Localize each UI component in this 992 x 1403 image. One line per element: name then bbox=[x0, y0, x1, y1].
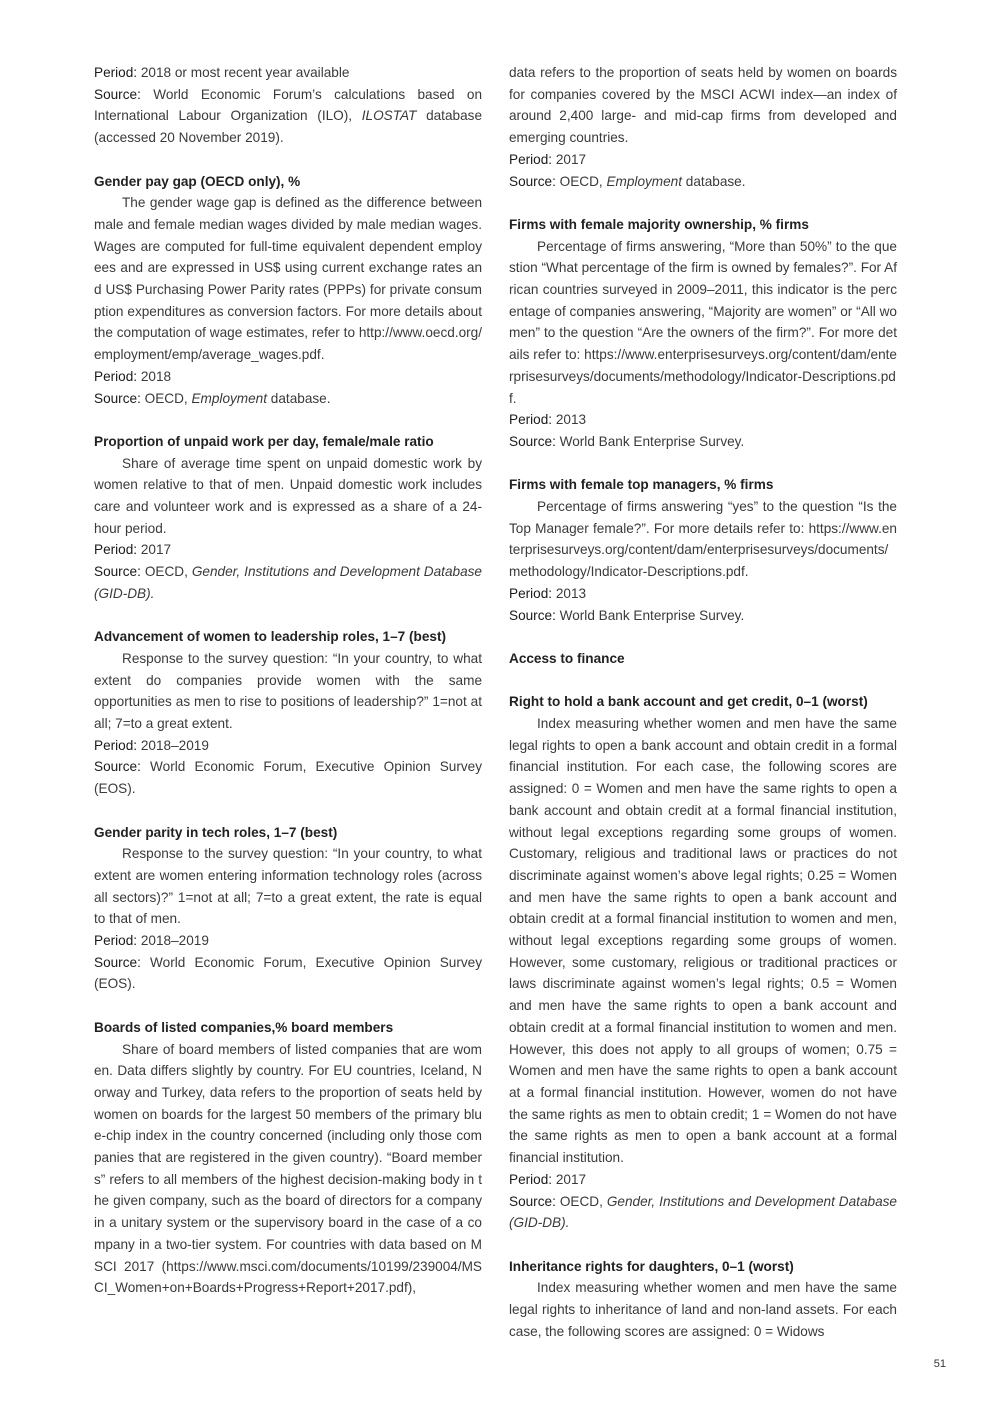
source-line: Source: World Bank Enterprise Survey. bbox=[509, 607, 745, 623]
indicator-title: Gender pay gap (OECD only), % bbox=[94, 173, 301, 189]
indicator-description: Index measuring whether women and men have the same legal rights to open a bank account and obtain credit in a formal financial institution. For each case, the following scores are assigned: 0 = Women and men have the same rights to open a bank account and obtain credit at a formal financial institution, without legal exceptions regarding some groups of women. Customary, religious and traditional laws or practices do not discriminate against women’s above legal rights; 0.25 = Women and men have the same rights to open a bank account and obtain credit at a formal financial institution to women and men, without legal exceptions regarding some groups of women. However, some customary, religious or traditional practices or laws discriminate against women’s legal rights; 0.5 = Women and men have the same rights to open a bank account and obtain credit at a formal financial institution to women and men. However, this does not apply to all groups of women; 0.75 = Women and men have the same rights to open a bank account at a formal financial institution. However, women do not have the same rights as men to obtain credit; 1 = Women do not have the same rights as men to open a bank account at a formal financial institution. bbox=[509, 716, 897, 1166]
indicator-title: Proportion of unpaid work per day, female/male ratio bbox=[94, 433, 434, 449]
indicator-inheritance bbox=[509, 1256, 897, 1343]
indicator-title: Gender parity in tech roles, 1–7 (best) bbox=[94, 824, 338, 840]
period-line: Period: 2017 bbox=[509, 1171, 587, 1187]
indicator-bank-account bbox=[509, 691, 897, 1234]
boards-continuation bbox=[509, 62, 897, 192]
source-line: Source: OECD, Employment database. bbox=[94, 390, 331, 406]
indicator-female-top-managers bbox=[509, 474, 897, 626]
page-number: 51 bbox=[933, 1358, 946, 1370]
indicator-title: Right to hold a bank account and get credit, 0–1 (worst) bbox=[509, 694, 868, 710]
indicator-title: Boards of listed companies,% board members bbox=[94, 1019, 394, 1035]
period-line: Period: 2018–2019 bbox=[94, 933, 209, 949]
indicator-unpaid-work bbox=[94, 431, 482, 605]
indicator-description: Response to the survey question: “In your country, to what extent are women entering information technology roles (across all sectors)?” 1=not at all; 7=to a great extent, the rate is equal to that of men. bbox=[94, 846, 482, 927]
period-line: Period: 2017 bbox=[509, 151, 587, 167]
indicator-title: Inheritance rights for daughters, 0–1 (worst) bbox=[509, 1258, 794, 1274]
period-line: Period: 2018 bbox=[94, 368, 172, 384]
indicator-boards bbox=[94, 1017, 482, 1299]
indicator-gender-pay-gap bbox=[94, 171, 482, 410]
source-line: Source: OECD, Gender, Institutions and Development Database (GID-DB). bbox=[94, 564, 482, 601]
indicator-title: Advancement of women to leadership roles, 1–7 (best) bbox=[94, 629, 447, 645]
indicator-description: data refers to the proportion of seats held by women on boards for companies covered by the MSCI ACWI index—an index of around 2,400 large- and mid-cap firms from developed and emerging countries. bbox=[509, 65, 897, 146]
indicator-title: Firms with female majority ownership, % firms bbox=[509, 216, 809, 232]
source-line: Source: World Economic Forum’s calculations based on International Labour Organization (ILO), ILOSTAT database (accessed 20 November 2019). bbox=[94, 86, 483, 146]
period-line: Period: 2018 or most recent year available bbox=[94, 65, 350, 80]
source-line: Source: OECD, Employment database. bbox=[509, 173, 746, 189]
indicator-description: Share of board members of listed companies that are women. Data differs slightly by country. For EU countries, Iceland, Norway and Turkey, data refers to the proportion of seats held by women on boards for the largest 50 members of the primary blue-chip index in the country concerned (including only those companies that are registered in the given country). “Board members” refers to all members of the highest decision-making body in the given company, such as the board of directors for a company in a unitary system or the supervisory board in the case of a company in a two-tier system. For countries with data based on MSCI 2017 (https://www.msci.com/documents/10199/239004/MSCI_Women+on+Boards+Progress+Report+2017.pdf), bbox=[94, 1041, 482, 1296]
indicator-description: Percentage of firms answering, “More than 50%” to the question “What percentage of the firm is owned by females?”. For African countries surveyed in 2009–2011, this indicator is the percentage of companies answering, “Majority are women” or “All women” to the question “Are the owners of the firm?”. For more details refer to: https://www.enterprisesurveys.org/content/dam/enterprisesurveys/documents/methodology/Indicator-Descriptions.pdf. bbox=[509, 238, 897, 406]
indicator-description: Percentage of firms answering “yes” to the question “Is the Top Manager female?”. For more details refer to: https://www.enterprisesurveys.org/content/dam/enterprisesurveys/documents/methodology/Indicator-Descriptions.pdf. bbox=[509, 499, 897, 580]
indicator-description: Index measuring whether women and men have the same legal rights to inheritance of land and non-land assets. For each case, the following scores are assigned: 0 = Widows bbox=[509, 1280, 897, 1339]
period-line: Period: 2013 bbox=[509, 585, 587, 601]
indicator-leadership-roles bbox=[94, 626, 482, 800]
source-line: Source: OECD, Gender, Institutions and Development Database (GID-DB). bbox=[509, 1193, 897, 1231]
source-line: Source: World Bank Enterprise Survey. bbox=[509, 433, 745, 449]
indicator-female-ownership bbox=[509, 214, 897, 453]
indicator-description: Share of average time spent on unpaid domestic work by women relative to that of men. Unpaid domestic work includes care and volunteer work and is expressed as a share of a 24-hour period. bbox=[94, 455, 482, 536]
indicator-description: The gender wage gap is defined as the difference between male and female median wages divided by male median wages. Wages are computed for full-time equivalent dependent employees and are expressed in US$ using current exchange rates and US$ Purchasing Power Parity rates (PPPs) for private consumption expenditures as conversion factors. For more details about the computation of wage estimates, refer to http://www.oecd.org/employment/emp/average_wages.pdf. bbox=[94, 195, 482, 363]
indicator-description: Response to the survey question: “In your country, to what extent do companies provide women with the same opportunities as men to rise to positions of leadership?” 1=not at all; 7=to a great extent. bbox=[94, 650, 482, 732]
indicator-title: Firms with female top managers, % firms bbox=[509, 477, 774, 493]
right-column bbox=[509, 62, 897, 1364]
section-heading: Access to finance bbox=[509, 650, 625, 666]
intro-continuation bbox=[94, 62, 482, 149]
indicator-tech-roles bbox=[94, 822, 482, 996]
source-line: Source: World Economic Forum, Executive Opinion Survey (EOS). bbox=[94, 759, 482, 797]
period-line: Period: 2018–2019 bbox=[94, 737, 209, 753]
period-line: Period: 2017 bbox=[94, 542, 172, 558]
period-line: Period: 2013 bbox=[509, 412, 587, 428]
left-column bbox=[94, 62, 482, 1321]
source-line: Source: World Economic Forum, Executive Opinion Survey (EOS). bbox=[94, 954, 482, 992]
